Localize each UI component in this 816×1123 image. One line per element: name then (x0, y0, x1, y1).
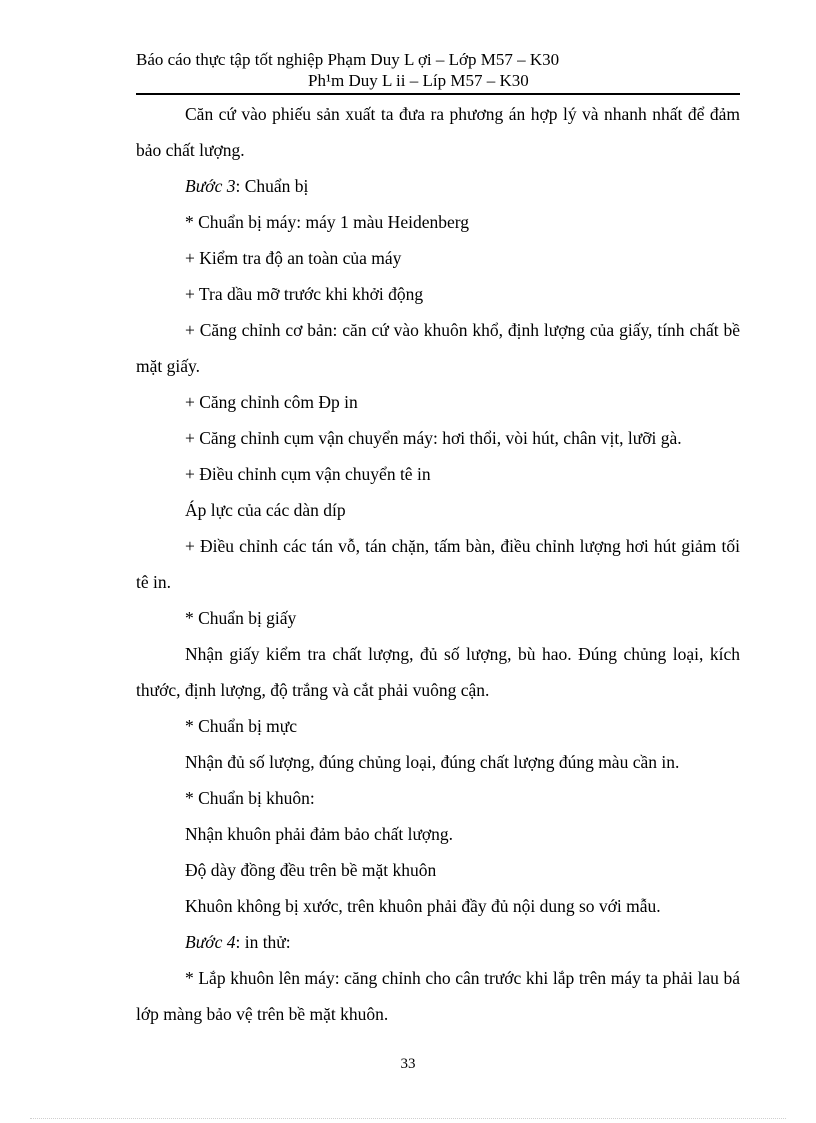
paragraph: Khuôn không bị xước, trên khuôn phải đầy đủ nội dung so với mẫu. (185, 896, 661, 916)
paragraph: + Điều chỉnh cụm vận chuyển tê in (185, 464, 431, 484)
header-line-1: Báo cáo thực tập tốt nghiệp Phạm Duy L ợi – Lớp M57 – K30 (136, 50, 560, 69)
paragraph: + Căng chỉnh cụm vận chuyển máy: hơi thổi, vòi hút, chân vịt, lưỡi gà. (185, 428, 682, 448)
paragraph: * Lắp khuôn lên máy: căng chỉnh cho cân trước khi lắp trên máy ta phải lau bá lớp màng bảo vệ trên bề mặt khuôn. (136, 968, 740, 1024)
header-line-2: Ph¹m Duy L ii – Líp M57 – K30 (308, 71, 529, 90)
paragraph: + Kiểm tra độ an toàn của máy (185, 248, 402, 268)
paragraph: Nhận giấy kiểm tra chất lượng, đủ số lượng, bù hao. Đúng chủng loại, kích thước, định lượng, độ trắng và cắt phải vuông cận. (136, 644, 740, 700)
page-number: 33 (400, 1056, 416, 1072)
paragraph: * Chuẩn bị khuôn: (185, 788, 315, 808)
paragraph: Nhận khuôn phải đảm bảo chất lượng. (185, 824, 454, 844)
paragraph: + Điều chỉnh các tán vỗ, tán chặn, tấm bàn, điều chỉnh lượng hơi hút giảm tối tê in. (136, 536, 740, 592)
page-bottom-divider (30, 1118, 786, 1119)
step-title: : Chuẩn bị (235, 176, 309, 196)
paragraph: + Tra dầu mỡ trước khi khởi động (185, 284, 424, 304)
step-title: : in thử: (235, 932, 291, 952)
step-heading (136, 168, 740, 204)
paragraph: Độ dày đồng đều trên bề mặt khuôn (185, 860, 437, 880)
paragraph: + Căng chỉnh cơ bản: căn cứ vào khuôn khổ, định lượng của giấy, tính chất bề mặt giấy. (136, 320, 740, 376)
paragraph: * Chuẩn bị mực (185, 716, 298, 736)
paragraph: Nhận đủ số lượng, đúng chủng loại, đúng chất lượng đúng màu cần in. (185, 752, 680, 772)
header-rule (136, 93, 740, 95)
step-heading (136, 924, 740, 960)
running-header (136, 49, 746, 91)
paragraph: + Căng chỉnh côm Đp in (185, 392, 358, 412)
paragraph: * Chuẩn bị máy: máy 1 màu Heidenberg (185, 212, 469, 232)
step-label: Bước 4 (185, 932, 236, 952)
paragraph: Căn cứ vào phiếu sản xuất ta đưa ra phương án hợp lý và nhanh nhất để đảm bảo chất lượng. (136, 104, 740, 160)
paragraph: Áp lực của các dàn díp (185, 500, 346, 520)
paragraph: * Chuẩn bị giấy (185, 608, 297, 628)
step-label: Bước 3 (185, 176, 236, 196)
